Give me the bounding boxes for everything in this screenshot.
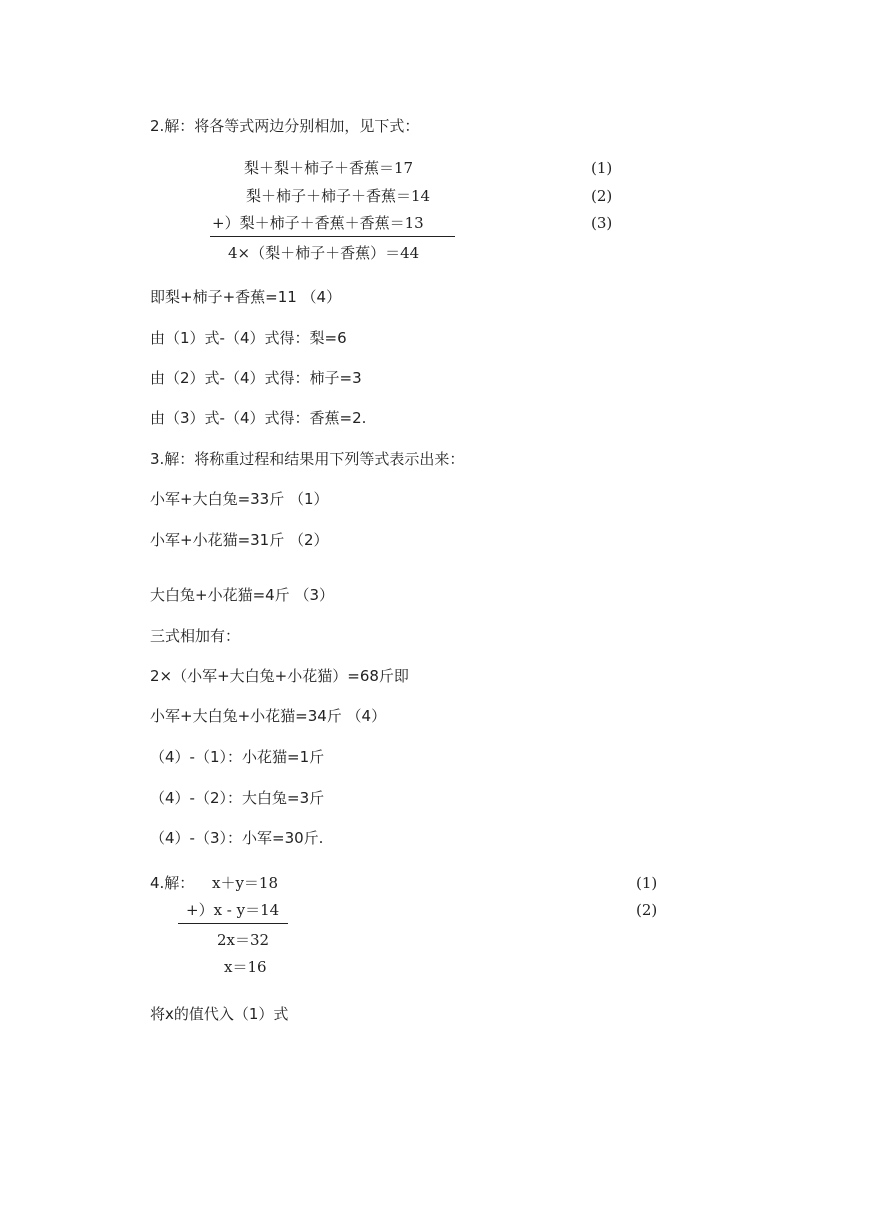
problem4-equation-2-number: (2) xyxy=(636,901,658,919)
problem2-sum: 4×（梨＋柿子＋香蕉）＝44 xyxy=(228,244,420,262)
problem3-line-8: （4）-（2）：大白兔=3斤 xyxy=(150,789,325,807)
problem3-line-6: 小军+大白兔+小花猫=34斤 （4） xyxy=(150,707,387,725)
problem4-equation-2: +）x - y＝14 xyxy=(186,901,280,919)
problem3-line-1: 小军+大白兔=33斤 （1） xyxy=(150,490,329,508)
problem2-equation-3: +）梨＋柿子＋香蕉＋香蕉＝13 xyxy=(212,214,424,232)
problem2-equation-1-number: (1) xyxy=(591,159,613,177)
problem4-label: 4.解： xyxy=(150,874,195,892)
problem4-sum-rule xyxy=(178,923,288,924)
problem4-result-1: 2x＝32 xyxy=(217,931,270,949)
problem2-equation-3-number: (3) xyxy=(591,214,613,232)
problem2-line-2: 由（1）式-（4）式得：梨=6 xyxy=(150,329,347,347)
problem3-line-4: 三式相加有： xyxy=(150,627,241,645)
problem2-line-1: 即梨+柿子+香蕉=11 （4） xyxy=(150,288,342,306)
problem3-line-3: 大白兔+小花猫=4斤 （3） xyxy=(150,586,334,604)
problem4-closing: 将x的值代入（1）式 xyxy=(150,1005,289,1023)
problem2-sum-rule xyxy=(210,236,455,237)
problem2-intro: 2.解：将各等式两边分别相加，见下式： xyxy=(150,117,420,135)
problem3-line-2: 小军+小花猫=31斤 （2） xyxy=(150,531,329,549)
problem2-equation-1: 梨＋梨＋柿子＋香蕉＝17 xyxy=(244,159,414,177)
problem3-intro: 3.解：将称重过程和结果用下列等式表示出来： xyxy=(150,450,465,468)
problem3-line-9: （4）-（3）：小军=30斤. xyxy=(150,829,324,847)
problem3-line-7: （4）-（1）：小花猫=1斤 xyxy=(150,748,325,766)
problem2-line-3: 由（2）式-（4）式得：柿子=3 xyxy=(150,369,362,387)
problem4-equation-1: x＋y＝18 xyxy=(212,874,279,892)
problem2-equation-2-number: (2) xyxy=(591,187,613,205)
problem2-line-4: 由（3）式-（4）式得：香蕉=2. xyxy=(150,409,367,427)
problem4-equation-1-number: (1) xyxy=(636,874,658,892)
problem3-line-5: 2×（小军+大白兔+小花猫）=68斤即 xyxy=(150,667,409,685)
problem2-equation-2: 梨＋柿子＋柿子＋香蕉＝14 xyxy=(246,187,431,205)
problem4-result-2: x＝16 xyxy=(224,958,267,976)
